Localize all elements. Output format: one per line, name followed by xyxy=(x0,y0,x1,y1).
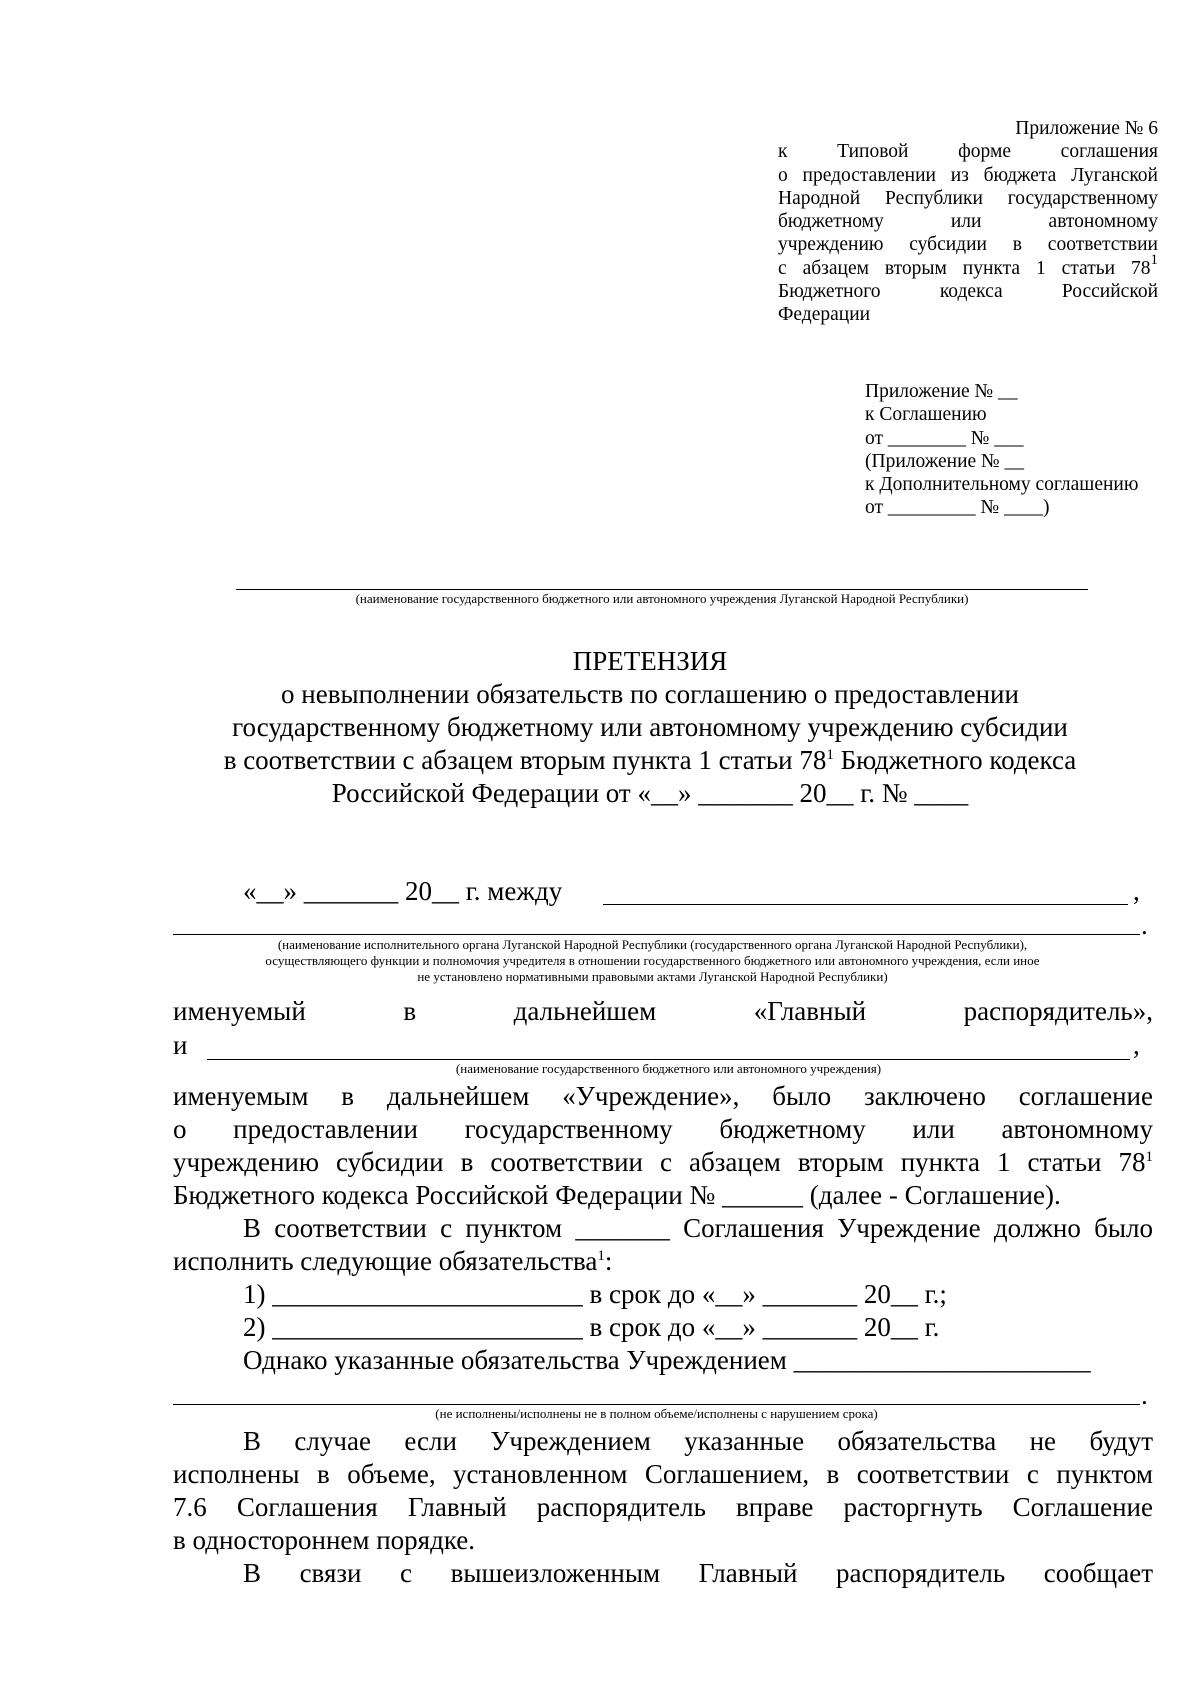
annex-line-article: с абзацем вторым пункта 1 статьи $78^1$ xyxy=(778,251,1158,279)
and-text: и xyxy=(173,1030,188,1060)
annex-line: Федерации xyxy=(778,304,871,326)
agreement-ref-line: к Соглашению xyxy=(865,404,987,426)
claim-title-line: государственному бюджетному или автономному учреждению субсидии xyxy=(232,712,1068,742)
agreement-ref-line: от _________ № ____) xyxy=(865,497,1050,519)
institution-name-line xyxy=(236,589,1088,590)
annex-title: Приложение № 6 xyxy=(1015,118,1158,139)
annex-line: о предоставлении из бюджета Луганской xyxy=(778,164,1158,186)
period: . xyxy=(1141,910,1148,940)
institution-line xyxy=(207,1059,1130,1060)
comma: , xyxy=(1133,876,1140,906)
claim-heading: ПРЕТЕНЗИЯ xyxy=(572,646,728,676)
paragraph-line: В соответствии с пунктом _______ Соглашения Учреждение должно было xyxy=(243,1213,1153,1243)
obligation-item-2: 2) _______________________ в срок до «__» _______ 20__ г. xyxy=(243,1312,940,1342)
period: . xyxy=(1141,1380,1148,1410)
agreement-ref-line: к Дополнительному соглашению xyxy=(865,474,1139,496)
comma: , xyxy=(1133,1030,1140,1060)
agreement-ref-line: Приложение № __ xyxy=(865,381,1018,402)
agreement-ref-line: от ________ № ___ xyxy=(865,427,1024,449)
claim-title-date-line: Российской Федерации от «__» _______ 20__ г. № ____ xyxy=(331,778,969,808)
annex-header xyxy=(778,117,1158,327)
paragraph-line: исполнить следующие обязательства$^1$: xyxy=(173,1246,613,1276)
paragraph-line: Однако указанные обязательства Учреждением ______________________ xyxy=(243,1345,1091,1375)
date-between-text: «__» _______ 20__ г. между xyxy=(243,876,563,906)
annex-line: Бюджетного кодекса Российской xyxy=(778,281,1158,303)
paragraph-line: именуемым в дальнейшем «Учреждение», было заключено соглашение xyxy=(173,1081,1153,1111)
annex-line: бюджетному или автономному xyxy=(778,211,1158,233)
annex-line: учреждению субсидии в соответствии xyxy=(778,234,1158,256)
paragraph-line: В случае если Учреждением указанные обязательства не будут xyxy=(243,1426,1153,1456)
authority-name-line-2 xyxy=(173,934,1140,935)
institution-line-caption: (наименование государственного бюджетного или автономного учреждения) xyxy=(455,1061,882,1076)
paragraph-line: в одностороннем порядке. xyxy=(173,1525,476,1555)
agreement-ref-line: (Приложение № __ xyxy=(865,450,1025,472)
claim-title-line: о невыполнении обязательств по соглашению о предоставлении xyxy=(281,679,1019,709)
paragraph-line: Бюджетного кодекса Российской Федерации № ______ (далее - Соглашение). xyxy=(173,1180,1061,1210)
fulfilment-status-line xyxy=(173,1404,1140,1405)
annex-line: к Типовой форме соглашения xyxy=(778,141,1158,163)
fulfilment-status-caption: (не исполнены/исполнены не в полном объеме/исполнены с нарушением срока) xyxy=(435,1406,878,1421)
authority-name-line xyxy=(603,904,1128,905)
institution-caption: (наименование государственного бюджетного или автономного учреждения Луганской Народной Республики) xyxy=(355,591,969,606)
paragraph-line: 7.6 Соглашения Главный распорядитель вправе расторгнуть Соглашение xyxy=(173,1492,1153,1522)
named-main-distributor: именуемый в дальнейшем «Главный распорядитель», xyxy=(173,996,1153,1026)
paragraph-line: о предоставлении государственному бюджетному или автономному xyxy=(173,1114,1153,1144)
claim-title-line: в соответствии с абзацем вторым пункта 1 статьи $78^1$ Бюджетного кодекса xyxy=(223,745,1077,775)
agreement-reference xyxy=(865,380,1165,520)
annex-line: Народной Республики государственному xyxy=(778,187,1158,209)
paragraph-line: В связи с вышеизложенным Главный распорядитель сообщает xyxy=(243,1558,1153,1588)
paragraph-line: учреждению субсидии в соответствии с абзацем вторым пункта 1 статьи $78^1$ xyxy=(173,1147,1153,1177)
obligation-item-1: 1) _______________________ в срок до «__» _______ 20__ г.; xyxy=(243,1279,947,1309)
authority-caption: (наименование исполнительного органа Луганской Народной Республики (государственного органа Луганской Народной Республики), осуществляющего функции и полномочия учредителя в отношении государственного бюджетного или автономного учреждения, если иное не установлено нормативными правовыми актами Луганской Народной Республики) xyxy=(265,937,1040,984)
paragraph-line: исполнены в объеме, установленном Соглашением, в соответствии с пунктом xyxy=(173,1459,1153,1489)
